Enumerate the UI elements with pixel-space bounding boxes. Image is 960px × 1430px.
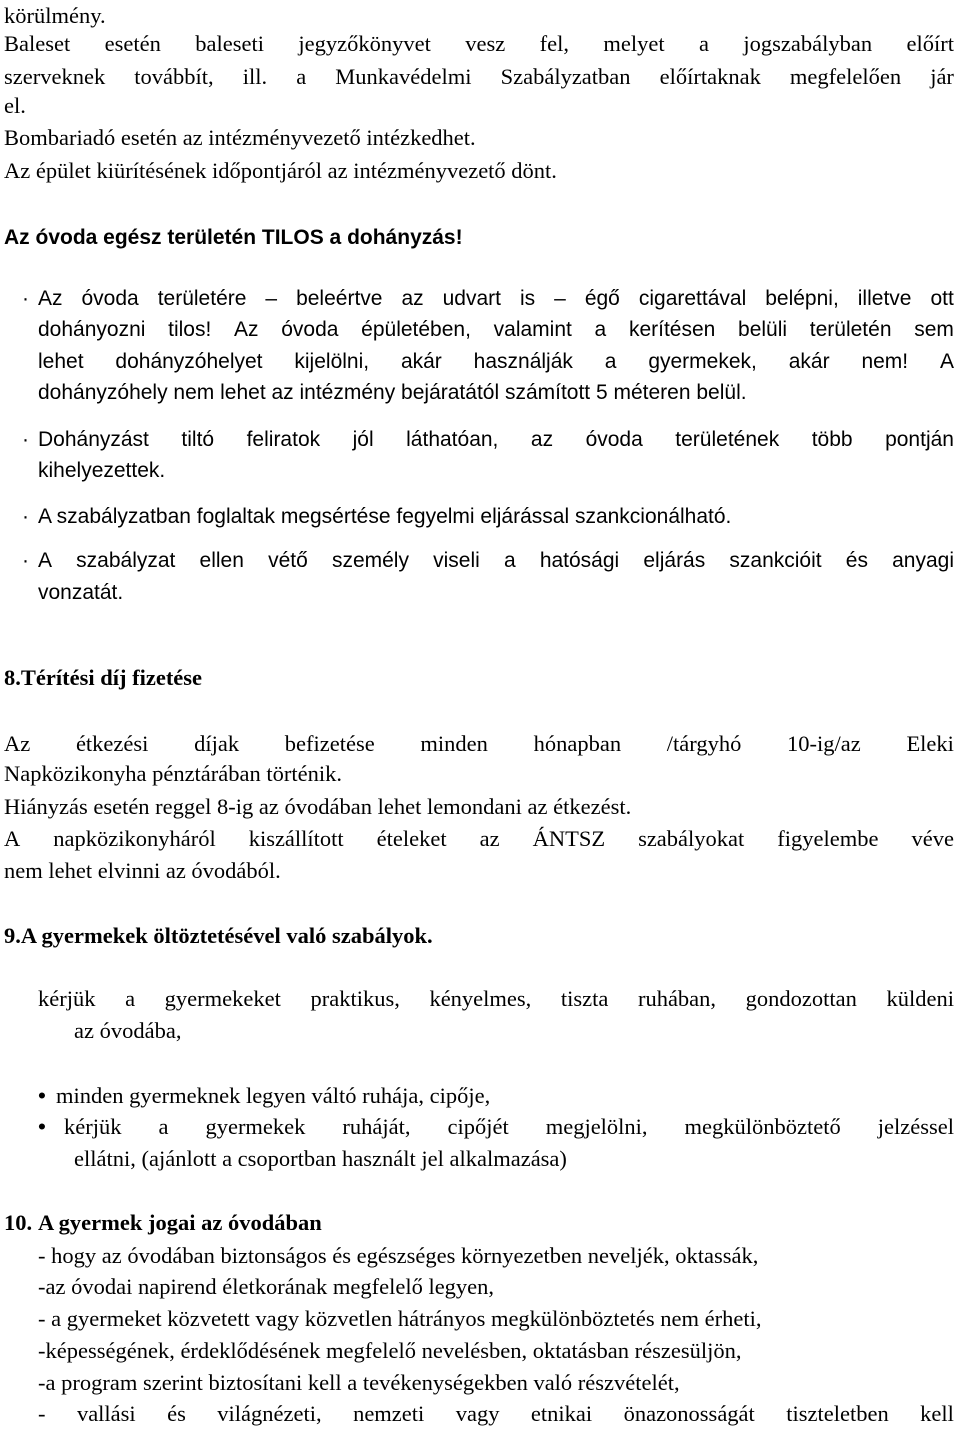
word: Az — [234, 318, 259, 341]
word: kényelmes, — [429, 986, 532, 1011]
smoking-heading: Az óvoda egész területén TILOS a dohányzás! — [4, 226, 463, 249]
word: személy — [331, 549, 409, 572]
word: jár — [930, 64, 954, 89]
word: lehet — [38, 350, 84, 373]
section-8-text-line: Hiányzás esetén reggel 8-ig az óvodában lehet lemondani az étkezést. — [4, 794, 632, 819]
word: valamint — [493, 318, 572, 341]
word: viseli — [433, 549, 480, 572]
word: befizetése — [284, 731, 375, 756]
word: óvoda — [585, 428, 643, 451]
word: világnézeti, — [217, 1401, 322, 1426]
bullet-dot: • — [38, 1083, 46, 1108]
word: szerveknek — [4, 64, 106, 89]
smoking-rule-2-line: kihelyezettek. — [38, 459, 166, 482]
word: vesz — [465, 31, 506, 56]
word: Eleki — [906, 731, 954, 756]
word: kijelölni, — [294, 350, 370, 373]
bullet-dot: • — [38, 1114, 46, 1139]
word: A — [939, 350, 954, 373]
section-9-bullet-line: ellátni, (ajánlott a csoportban használt jel alkalmazása) — [74, 1146, 567, 1171]
word: – — [265, 287, 278, 310]
word: vétő — [268, 549, 308, 572]
word: vallási — [76, 1401, 136, 1426]
word: megkülönböztető — [684, 1114, 841, 1139]
word: szabályokat — [638, 826, 745, 851]
word: ÁNTSZ — [532, 826, 606, 851]
word: cigarettával — [638, 287, 747, 310]
bullet-dot: · — [22, 549, 29, 572]
word: dohányzóhelyet — [115, 350, 263, 373]
section-9-bullet-line — [64, 1111, 954, 1143]
text-line: el. — [4, 93, 26, 118]
word: a — [296, 64, 307, 89]
word: óvoda — [81, 287, 139, 310]
word: Munkavédelmi — [335, 64, 472, 89]
word: ott — [930, 287, 954, 310]
word: megfelelően — [789, 64, 902, 89]
word: a — [125, 986, 136, 1011]
word: kérjük — [38, 986, 96, 1011]
section-10-item: -képességének, érdeklődésének megfelelő nevelésben, oktatásban részesüljön, — [38, 1338, 742, 1363]
word: égő — [584, 287, 620, 310]
word: Az — [4, 731, 31, 756]
word: cipőjét — [447, 1114, 509, 1139]
word: gondozottan — [745, 986, 857, 1011]
word: ruhában, — [637, 986, 717, 1011]
word: vagy — [455, 1401, 500, 1426]
word: hatósági — [539, 549, 620, 572]
word: ill. — [242, 64, 268, 89]
section-10-item: -az óvodai napirend életkorának megfelelő legyen, — [38, 1274, 495, 1299]
text-line: Bombariadó esetén az intézményvezető intézkedhet. — [4, 125, 476, 150]
word: továbbít, — [134, 64, 214, 89]
word: kérjük — [64, 1114, 122, 1139]
bullet-dot: · — [22, 287, 29, 310]
section-8-title: 8.Térítési díj fizetése — [4, 665, 203, 690]
word: területére — [157, 287, 247, 310]
section-10-item: -a program szerint biztosítani kell a tevékenységekben való részvételét, — [38, 1370, 680, 1395]
word: megjelölni, — [545, 1114, 648, 1139]
word: a — [604, 350, 617, 373]
word: és — [167, 1401, 186, 1426]
word: - — [38, 1401, 46, 1426]
word: is — [519, 287, 536, 310]
word: Baleset — [4, 31, 71, 56]
smoking-rule-4-line — [38, 545, 954, 577]
text-line: körülmény. — [4, 3, 106, 28]
word: esetén — [104, 31, 161, 56]
section-8-text-line — [4, 728, 954, 760]
word: előírt — [906, 31, 954, 56]
word: gyermekeket — [164, 986, 281, 1011]
word: ételeket — [376, 826, 447, 851]
smoking-rule-2-line — [38, 424, 954, 456]
section-8-text-line — [4, 823, 954, 855]
word: beleértve — [296, 287, 383, 310]
word: akár — [400, 350, 442, 373]
word: A — [4, 826, 21, 851]
word: Dohányzást — [38, 428, 149, 451]
text-line: Az épület kiürítésének időpontjáról az intézményvezető dönt. — [4, 158, 557, 183]
word: kerítésen — [628, 318, 716, 341]
smoking-rule-4-line: vonzatát. — [38, 581, 124, 604]
word: dohányozni — [38, 318, 146, 341]
section-9-bullet-line: minden gyermeknek legyen váltó ruhája, cipője, — [56, 1083, 491, 1108]
word: hónapban — [533, 731, 622, 756]
word: szabályzat — [76, 549, 176, 572]
word: etnikai — [530, 1401, 593, 1426]
word: a — [698, 31, 709, 56]
section-9-text-line: az óvodába, — [74, 1018, 182, 1043]
word: használják — [473, 350, 573, 373]
bullet-dot: · — [22, 428, 29, 451]
word: gyermekek — [205, 1114, 306, 1139]
word: pontján — [885, 428, 954, 451]
word: kell — [920, 1401, 954, 1426]
word: eljárás — [643, 549, 706, 572]
word: – — [554, 287, 566, 310]
word: fel, — [539, 31, 569, 56]
word: étkezési — [75, 731, 149, 756]
smoking-rule-1-line — [38, 283, 954, 315]
word: területén — [809, 318, 892, 341]
text-line-justified — [4, 28, 954, 60]
word: jegyzőkönyvet — [298, 31, 431, 56]
section-10-title: A gyermek jogai az óvodában — [38, 1210, 322, 1235]
word: jól — [352, 428, 374, 451]
word: tilos! — [168, 318, 212, 341]
word: díjak — [194, 731, 240, 756]
word: előírtaknak — [659, 64, 761, 89]
word: illetve — [857, 287, 912, 310]
word: tiszta — [560, 986, 609, 1011]
word: jelzéssel — [877, 1114, 954, 1139]
word: figyelembe — [777, 826, 879, 851]
smoking-rule-1-line: dohányzóhely nem lehet az intézmény bejáratától számított 5 méteren belül. — [38, 381, 747, 404]
section-10-item — [38, 1398, 954, 1430]
word: Az — [38, 287, 63, 310]
text-line-justified — [4, 61, 954, 93]
word: küldeni — [886, 986, 954, 1011]
word: praktikus, — [310, 986, 400, 1011]
word: nemzeti — [353, 1401, 425, 1426]
section-9-text-line — [38, 983, 954, 1015]
word: a — [503, 549, 516, 572]
word: A — [38, 549, 53, 572]
word: gyermekek, — [648, 350, 757, 373]
section-10-number: 10. — [4, 1210, 33, 1235]
word: az — [479, 826, 500, 851]
word: épületében, — [361, 318, 471, 341]
word: nem! — [861, 350, 909, 373]
section-8-text-line: nem lehet elvinni az óvodából. — [4, 858, 281, 883]
word: akár — [788, 350, 830, 373]
word: ellen — [199, 549, 244, 572]
word: kiszállított — [248, 826, 344, 851]
word: baleseti — [195, 31, 264, 56]
word: óvoda — [281, 318, 339, 341]
word: és — [845, 549, 868, 572]
word: anyagi — [892, 549, 954, 572]
word: melyet — [603, 31, 665, 56]
word: a — [594, 318, 607, 341]
word: az — [530, 428, 554, 451]
smoking-rule-1-line — [38, 314, 954, 346]
section-9-title: 9.A gyermekek öltöztetésével való szabályok. — [4, 923, 433, 948]
word: 10-ig/az — [787, 731, 861, 756]
word: jogszabályban — [743, 31, 873, 56]
section-10-item: - a gyermeket közvetett vagy közvetlen hátrányos megkülönböztetés nem érheti, — [38, 1306, 762, 1331]
section-10-item: - hogy az óvodában biztonságos és egészséges környezetben neveljék, oktassák, — [38, 1243, 759, 1268]
word: udvart — [442, 287, 501, 310]
word: területének — [675, 428, 780, 451]
word: láthatóan, — [406, 428, 499, 451]
word: sem — [914, 318, 954, 341]
word: /tárgyhó — [666, 731, 742, 756]
bullet-dot: · — [22, 505, 29, 528]
smoking-rule-3-line: A szabályzatban foglaltak megsértése fegyelmi eljárással szankcionálható. — [38, 505, 732, 528]
smoking-rule-1-line — [38, 346, 954, 378]
word: belépni, — [765, 287, 839, 310]
word: szankcióit — [729, 549, 822, 572]
word: a — [158, 1114, 169, 1139]
word: önazonosságát — [623, 1401, 755, 1426]
word: belüli — [738, 318, 788, 341]
word: ruháját, — [342, 1114, 411, 1139]
section-8-text-line: Napközikonyha pénztárában történik. — [4, 761, 342, 786]
word: napközikonyháról — [53, 826, 216, 851]
word: Szabályzatban — [500, 64, 631, 89]
word: tiltó — [181, 428, 215, 451]
word: minden — [420, 731, 488, 756]
word: véve — [911, 826, 954, 851]
word: több — [811, 428, 853, 451]
word: az — [401, 287, 424, 310]
word: feliratok — [246, 428, 321, 451]
word: tiszteletben — [786, 1401, 889, 1426]
